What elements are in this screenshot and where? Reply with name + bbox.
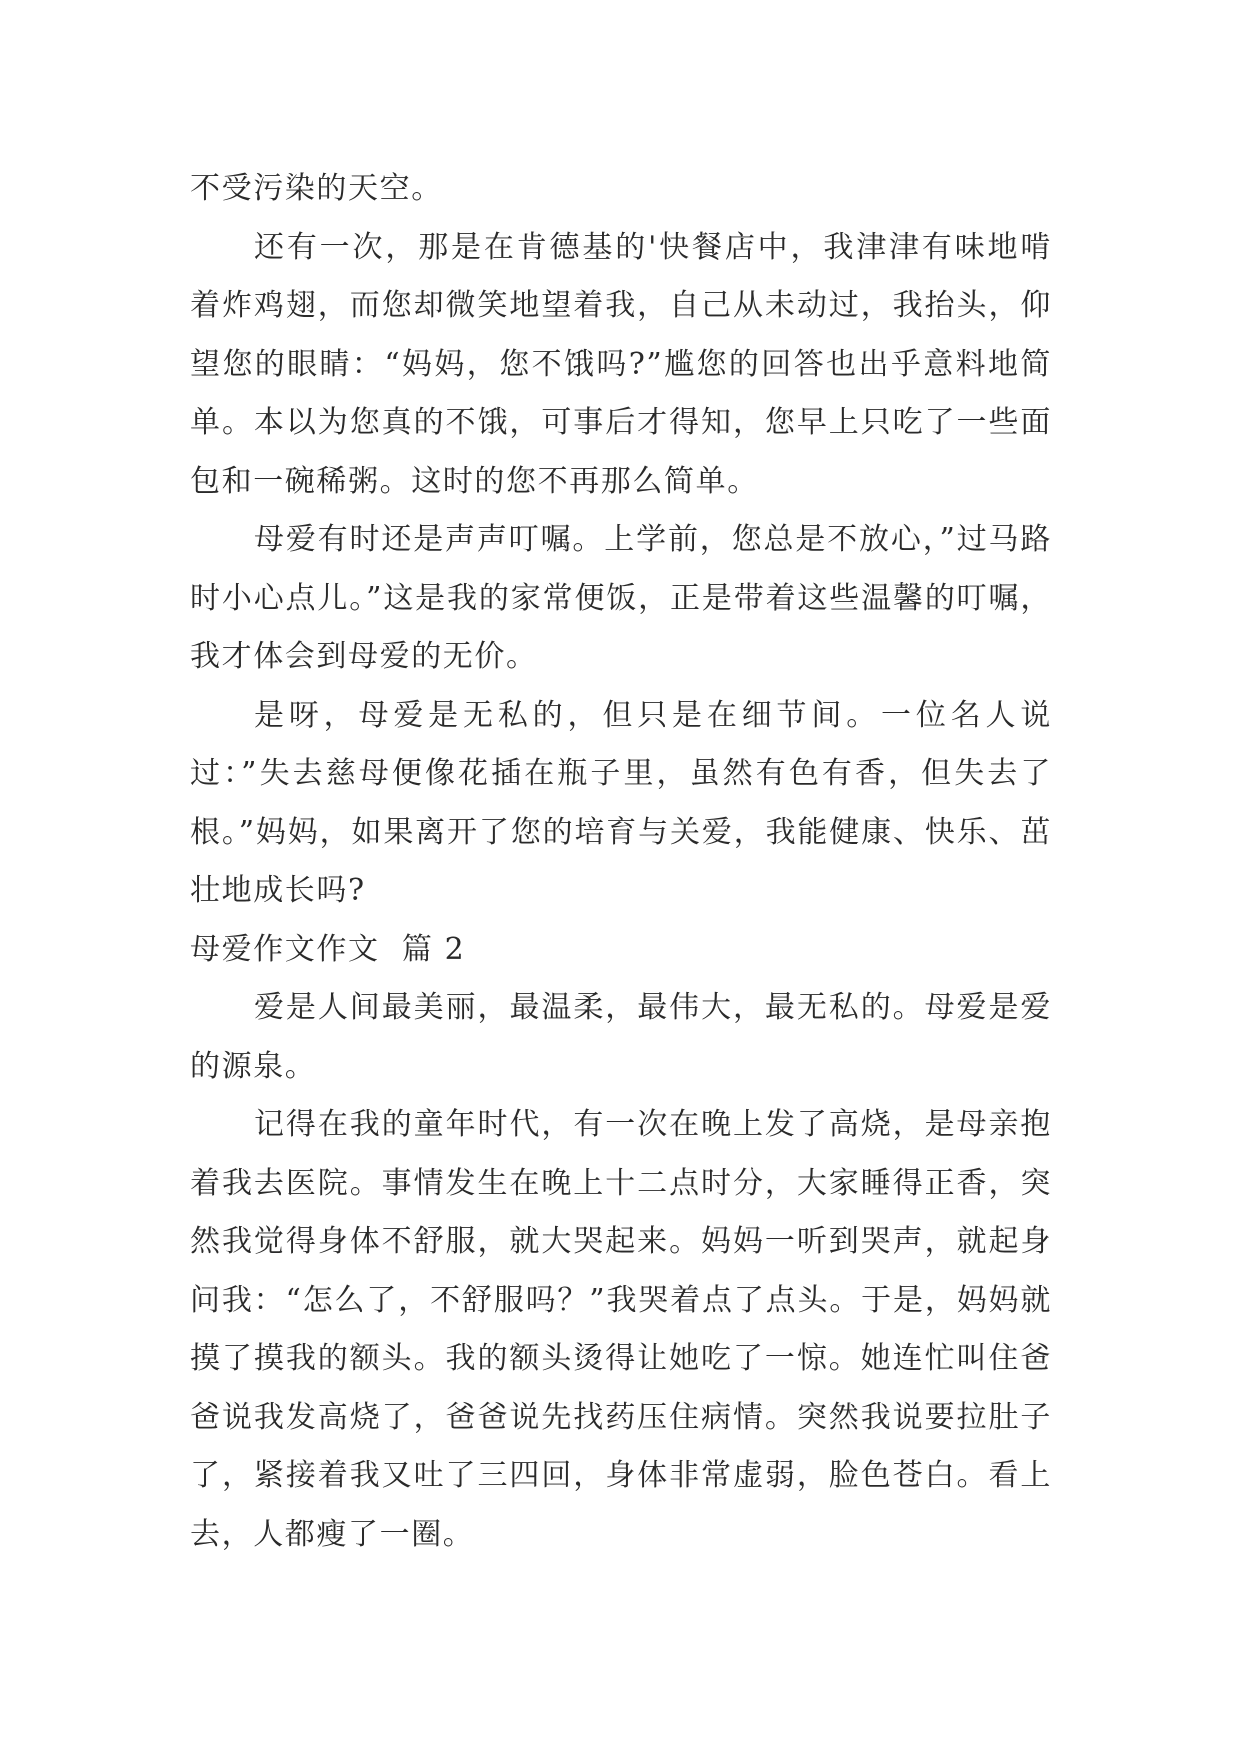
paragraph-3: 是呀，母爱是无私的，但只是在细节间。一位名人说过：”失去慈母便像花插在瓶子里，虽然有色有香，但失去了根。”妈妈，如果离开了您的培育与关爱，我能健康、快乐、茁壮地成长吗? — [190, 697, 1052, 908]
section-heading: 母爱作文作文 篇 2 — [190, 931, 466, 967]
paragraph-4: 爱是人间最美丽，最温柔，最伟大，最无私的。母爱是爱的源泉。 — [190, 990, 1052, 1084]
paragraph-5: 记得在我的童年时代，有一次在晚上发了高烧，是母亲抱着我去医院。事情发生在晚上十二点时分，大家睡得正香，突然我觉得身体不舒服，就大哭起来。妈妈一听到哭声，就起身问我：“怎么了，不舒服吗？”我哭着点了点头。于是，妈妈就摸了摸我的额头。我的额头烫得让她吃了一惊。她连忙叫住爸爸说我发高烧了，爸爸说先找药压住病情。突然我说要拉肚子了，紧接着我又吐了三四回，身体非常虚弱，脸色苍白。看上去，人都瘦了一圈。 — [190, 1107, 1052, 1552]
paragraph-0: 不受污染的天空。 — [190, 171, 443, 206]
paragraph-1: 还有一次，那是在肯德基的'快餐店中，我津津有味地啃着炸鸡翅，而您却微笑地望着我，自己从未动过，我抬头，仰望您的眼睛：“妈妈，您不饿吗?”尴您的回答也出乎意料地简单。本以为您真的不饿，可事后才得知，您早上只吃了一些面包和一碗稀粥。这时的您不再那么简单。 — [190, 229, 1052, 499]
paragraph-2: 母爱有时还是声声叮嘱。上学前，您总是不放心，”过马路时小心点儿。”这是我的家常便饭，正是带着这些温馨的叮嘱，我才体会到母爱的无价。 — [190, 522, 1052, 674]
document-body — [190, 160, 1052, 1564]
